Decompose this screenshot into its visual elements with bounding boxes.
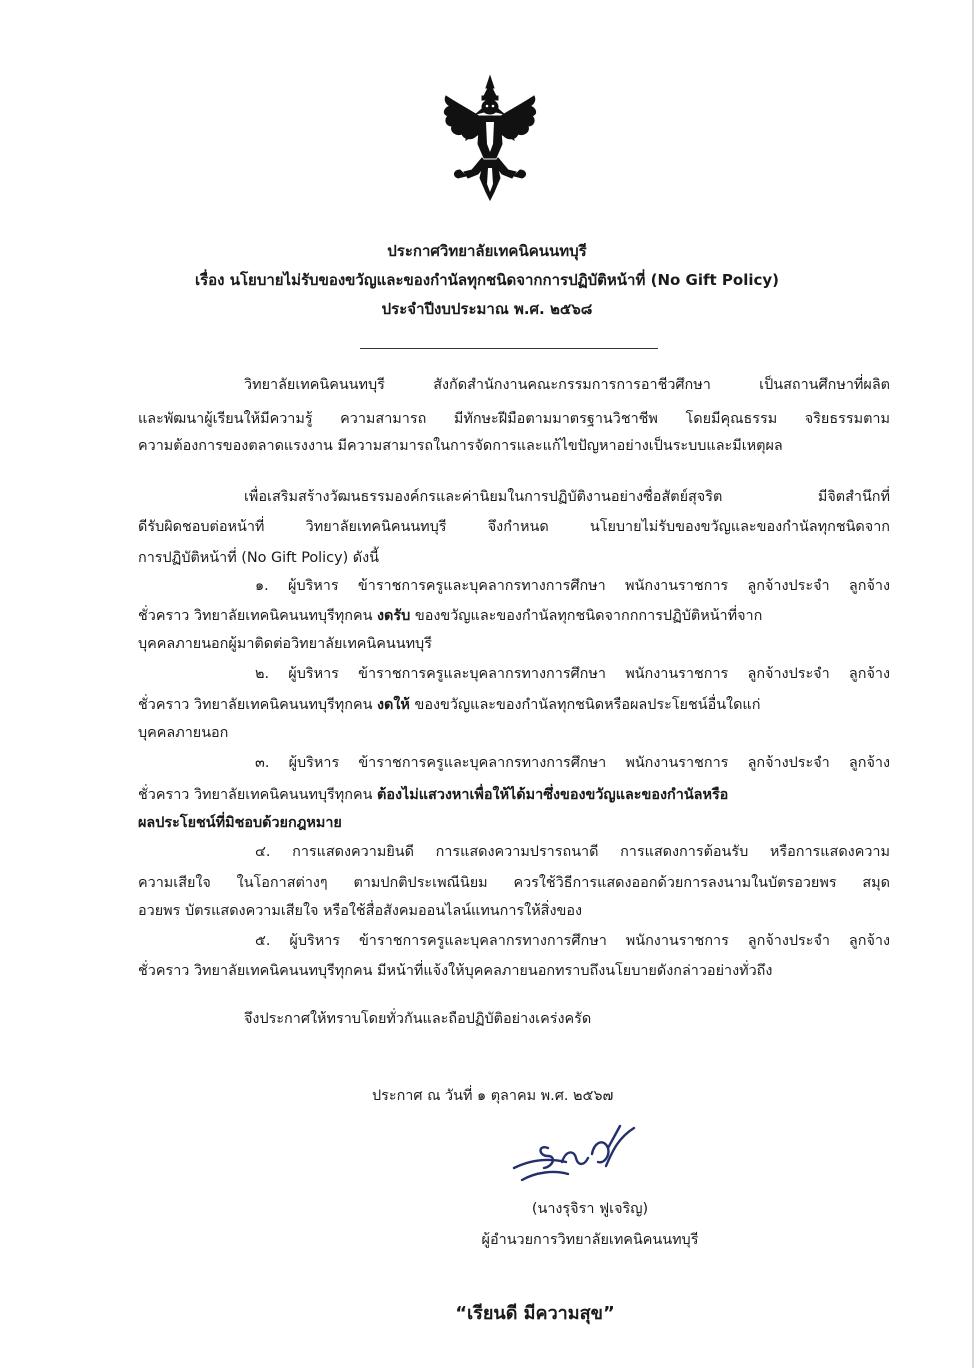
item-1-line-3: บุคคลภายนอกผู้มาติดต่อวิทยาลัยเทคนิคนนทบุรี (138, 636, 432, 652)
item-1-line-2 (138, 606, 890, 626)
item-3-emphasis: ต้องไม่แสวงหาเพื่อให้ได้มาซึ่งของขวัญและของกำนัลหรือ (377, 787, 729, 803)
intro-line-1: วิทยาลัยเทคนิคนนทบุรี สังกัดสำนักงานคณะกรรมการการอาชีวศึกษา เป็นสถานศึกษาที่ผลิต (244, 377, 890, 393)
item-2-emphasis: งดให้ (377, 697, 410, 713)
purpose-line-1: เพื่อเสริมสร้างวัฒนธรรมองค์กรและค่านิยมในการปฏิบัติงานอย่างซื่อสัตย์สุจริต มีจิตสำนึกที่ (244, 489, 890, 505)
item-4-line-3: อวยพร บัตรแสดงความเสียใจ หรือใช้สื่อสังคมออนไลน์แทนการให้สิ่งของ (138, 903, 582, 919)
item-4-line-1: ๔. การแสดงความยินดี การแสดงความปรารถนาดี การแสดงการต้อนรับ หรือการแสดงความ (255, 844, 890, 860)
item-2-text-a: ชั่วคราว วิทยาลัยเทคนิคนนทบุรีทุกคน (138, 697, 378, 713)
intro-line-2: และพัฒนาผู้เรียนให้มีความรู้ ความสามารถ มีทักษะฝีมือตามมาตรฐานวิชาชีพ โดยมีคุณธรรม จริยธรรมตาม (138, 411, 890, 427)
item-5-line-2: ชั่วคราว วิทยาลัยเทคนิคนนทบุรีทุกคน มีหน้าที่แจ้งให้บุคคลภายนอกทราบถึงนโยบายดังกล่าวอย่างทั่วถึง (138, 963, 773, 979)
announcement-title: ประกาศวิทยาลัยเทคนิคนนทบุรี (387, 242, 587, 260)
intro-line-3: ความต้องการของตลาดแรงงาน มีความสามารถในการจัดการและแก้ไขปัญหาอย่างเป็นระบบและมีเหตุผล (138, 438, 783, 454)
signer-position: ผู้อำนวยการวิทยาลัยเทคนิคนนทบุรี (481, 1232, 699, 1248)
purpose-line-3: การปฏิบัติหน้าที่ (No Gift Policy) ดังนี้ (138, 550, 379, 566)
item-3-emphasis-2: ผลประโยชน์ที่มิชอบด้วยกฎหมาย (138, 815, 342, 831)
item-4-line-2: ความเสียใจ ในโอกาสต่างๆ ตามปกติประเพณีนิยม ควรใช้วิธีการแสดงออกด้วยการลงนามในบัตรอวยพร สมุด (138, 875, 890, 891)
college-motto: “เรียนดี มีความสุข” (455, 1303, 615, 1324)
item-2-line-3: บุคคลภายนอก (138, 725, 229, 741)
title-divider (360, 348, 658, 349)
item-1-text-c: ของขวัญและของกำนัลทุกชนิดจากกการปฏิบัติหน้าที่จาก (410, 608, 763, 624)
item-3-line-1: ๓. ผู้บริหาร ข้าราชการครูและบุคลากรทางการศึกษา พนักงานราชการ ลูกจ้างประจำ ลูกจ้าง (255, 755, 890, 771)
item-1-emphasis: งดรับ (377, 608, 411, 624)
item-1-line-1: ๑. ผู้บริหาร ข้าราชการครูและบุคลากรทางการศึกษา พนักงานราชการ ลูกจ้างประจำ ลูกจ้าง (255, 578, 890, 594)
fiscal-year-title: ประจำปีงบประมาณ พ.ศ. ๒๕๖๘ (381, 300, 593, 318)
item-5-line-1: ๕. ผู้บริหาร ข้าราชการครูและบุคลากรทางการศึกษา พนักงานราชการ ลูกจ้างประจำ ลูกจ้าง (255, 933, 890, 949)
purpose-line-2: ดีรับผิดชอบต่อหน้าที่ วิทยาลัยเทคนิคนนทบุรี จึงกำหนด นโยบายไม่รับของขวัญและของกำนัลทุกชนิดจาก (138, 519, 890, 535)
announcement-date: ประกาศ ณ วันที่ ๑ ตุลาคม พ.ศ. ๒๕๖๗ (372, 1088, 614, 1104)
item-3-line-2 (138, 785, 890, 805)
item-1-text-a: ชั่วคราว วิทยาลัยเทคนิคนนทบุรีทุกคน (138, 608, 378, 624)
item-2-text-c: ของขวัญและของกำนัลทุกชนิดหรือผลประโยชน์อื่นใดแก่ (409, 697, 761, 713)
item-2-line-1: ๒. ผู้บริหาร ข้าราชการครูและบุคลากรทางการศึกษา พนักงานราชการ ลูกจ้างประจำ ลูกจ้าง (255, 666, 890, 682)
closing-statement: จึงประกาศให้ทราบโดยทั่วกันและถือปฏิบัติอย่างเคร่งครัด (244, 1011, 592, 1027)
item-3-line-3 (138, 813, 890, 833)
handwritten-signature (508, 1122, 644, 1188)
signer-name: (นางรุจิรา ฟูเจริญ) (531, 1201, 649, 1217)
item-2-line-2 (138, 695, 890, 715)
subject-title: เรื่อง นโยบายไม่รับของขวัญและของกำนัลทุกชนิดจากการปฏิบัติหน้าที่ (No Gift Policy) (194, 271, 780, 289)
garuda-emblem-icon (438, 74, 542, 202)
item-3-text-a: ชั่วคราว วิทยาลัยเทคนิคนนทบุรีทุกคน (138, 787, 378, 803)
